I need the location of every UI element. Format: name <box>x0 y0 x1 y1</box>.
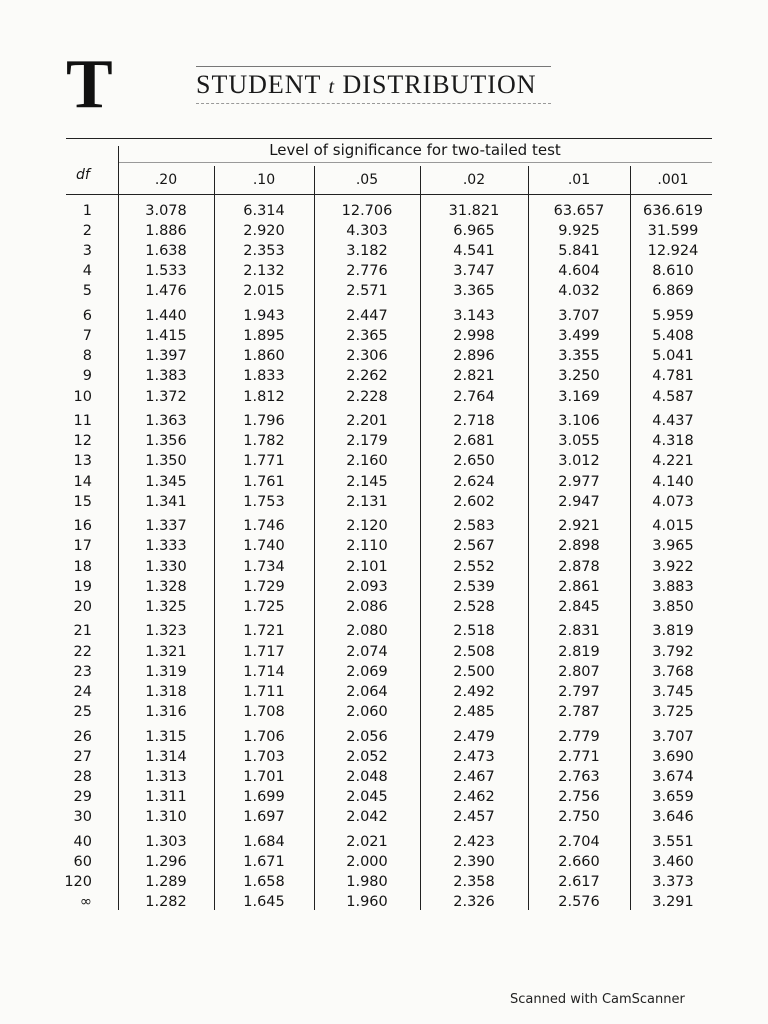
critical-value: 1.943 <box>243 308 285 325</box>
column-header: .10 <box>252 172 276 188</box>
critical-value: 4.604 <box>558 263 600 280</box>
critical-value: 1.341 <box>145 493 187 510</box>
critical-value: 1.706 <box>243 728 285 745</box>
table-heading: Level of significance for two-tailed test <box>269 141 561 159</box>
critical-value: 2.069 <box>346 663 388 680</box>
critical-value: 1.734 <box>243 558 285 575</box>
critical-value: 3.883 <box>652 578 694 595</box>
critical-value: 1.440 <box>145 308 187 325</box>
critical-value: 1.860 <box>243 348 285 365</box>
df-value: 14 <box>73 473 92 490</box>
critical-value: 2.086 <box>346 598 388 615</box>
critical-value: 2.132 <box>243 263 285 280</box>
critical-value: 3.551 <box>652 833 694 850</box>
critical-value: 1.699 <box>243 788 285 805</box>
critical-value: 2.539 <box>453 578 495 595</box>
column-header: .02 <box>462 172 486 188</box>
critical-value: 1.721 <box>243 623 285 640</box>
critical-value: 1.383 <box>145 368 187 385</box>
critical-value: 1.895 <box>243 328 285 345</box>
critical-value: 2.921 <box>558 518 600 535</box>
critical-value: 1.782 <box>243 433 285 450</box>
critical-value: 2.201 <box>346 413 388 430</box>
critical-value: 2.473 <box>453 748 495 765</box>
df-value: 26 <box>73 728 92 745</box>
critical-value: 4.437 <box>652 413 694 430</box>
column-header: .05 <box>355 172 379 188</box>
df-value: 3 <box>82 243 92 260</box>
critical-value: 1.318 <box>145 683 187 700</box>
critical-value: 4.015 <box>652 518 694 535</box>
critical-value: 3.460 <box>652 853 694 870</box>
critical-value: 1.323 <box>145 623 187 640</box>
heading-rule <box>118 162 712 163</box>
critical-value: 2.457 <box>453 808 495 825</box>
critical-value: 2.528 <box>453 598 495 615</box>
critical-value: 2.552 <box>453 558 495 575</box>
critical-value: 1.703 <box>243 748 285 765</box>
critical-value: 2.576 <box>558 893 600 910</box>
critical-value: 1.729 <box>243 578 285 595</box>
critical-value: 2.845 <box>558 598 600 615</box>
critical-value: 2.567 <box>453 538 495 555</box>
critical-value: 4.303 <box>346 223 388 240</box>
critical-value: 1.684 <box>243 833 285 850</box>
critical-value: 1.796 <box>243 413 285 430</box>
critical-value: 1.833 <box>243 368 285 385</box>
critical-value: 3.250 <box>558 368 600 385</box>
critical-value: 2.048 <box>346 768 388 785</box>
title-t-variable: t <box>328 76 336 98</box>
critical-value: 1.980 <box>346 873 388 890</box>
critical-value: 2.064 <box>346 683 388 700</box>
df-value: 12 <box>73 433 92 450</box>
critical-value: 2.508 <box>453 643 495 660</box>
critical-value: 3.965 <box>652 538 694 555</box>
page-title <box>196 66 537 100</box>
critical-value: 2.896 <box>453 348 495 365</box>
critical-value: 2.807 <box>558 663 600 680</box>
critical-value: 3.768 <box>652 663 694 680</box>
df-value: 19 <box>73 578 92 595</box>
critical-value: 1.314 <box>145 748 187 765</box>
critical-value: 2.060 <box>346 703 388 720</box>
critical-value: 31.821 <box>448 203 500 219</box>
critical-value: 1.363 <box>145 413 187 430</box>
df-value: 20 <box>73 598 92 615</box>
df-value: 21 <box>73 623 92 640</box>
critical-value: 3.169 <box>558 388 600 405</box>
header-bottom-rule <box>66 194 712 195</box>
critical-value: 2.000 <box>346 853 388 870</box>
critical-value: 2.779 <box>558 728 600 745</box>
critical-value: 2.306 <box>346 348 388 365</box>
critical-value: 1.325 <box>145 598 187 615</box>
critical-value: 2.821 <box>453 368 495 385</box>
critical-value: 2.228 <box>346 388 388 405</box>
df-value: 22 <box>73 643 92 660</box>
critical-value: 2.776 <box>346 263 388 280</box>
critical-value: 1.638 <box>145 243 187 260</box>
critical-value: 2.080 <box>346 623 388 640</box>
critical-value: 12.924 <box>647 243 699 260</box>
critical-value: 2.358 <box>453 873 495 890</box>
critical-value: 4.140 <box>652 473 694 490</box>
critical-value: 6.314 <box>243 203 285 219</box>
df-value: 6 <box>82 308 92 325</box>
critical-value: 1.372 <box>145 388 187 405</box>
critical-value: 3.707 <box>652 728 694 745</box>
critical-value: 2.042 <box>346 808 388 825</box>
column-divider-3 <box>420 166 421 910</box>
column-header: .01 <box>567 172 591 188</box>
df-value: 10 <box>73 388 92 405</box>
critical-value: 1.289 <box>145 873 187 890</box>
critical-value: 2.771 <box>558 748 600 765</box>
title-part-1: STUDENT <box>196 70 329 99</box>
critical-value: 1.311 <box>145 788 187 805</box>
critical-value: 63.657 <box>553 203 605 219</box>
critical-value: 2.500 <box>453 663 495 680</box>
critical-value: 1.303 <box>145 833 187 850</box>
critical-value: 1.697 <box>243 808 285 825</box>
critical-value: 3.659 <box>652 788 694 805</box>
critical-value: 1.886 <box>145 223 187 240</box>
critical-value: 3.922 <box>652 558 694 575</box>
column-header: .001 <box>657 172 689 188</box>
scanner-watermark: Scanned with CamScanner <box>510 992 685 1007</box>
critical-value: 2.262 <box>346 368 388 385</box>
critical-value: 1.960 <box>346 893 388 910</box>
df-value: 4 <box>82 263 92 280</box>
title-part-2: DISTRIBUTION <box>335 70 537 99</box>
critical-value: 2.624 <box>453 473 495 490</box>
critical-value: 2.110 <box>346 538 388 555</box>
critical-value: 1.671 <box>243 853 285 870</box>
critical-value: 3.674 <box>652 768 694 785</box>
df-value: 13 <box>73 453 92 470</box>
critical-value: 2.583 <box>453 518 495 535</box>
critical-value: 2.120 <box>346 518 388 535</box>
critical-value: 2.353 <box>243 243 285 260</box>
critical-value: 1.328 <box>145 578 187 595</box>
df-value: 5 <box>82 283 92 300</box>
critical-value: 2.831 <box>558 623 600 640</box>
critical-value: 3.792 <box>652 643 694 660</box>
critical-value: 2.485 <box>453 703 495 720</box>
critical-value: 2.681 <box>453 433 495 450</box>
critical-value: 2.131 <box>346 493 388 510</box>
critical-value: 3.055 <box>558 433 600 450</box>
critical-value: 2.467 <box>453 768 495 785</box>
critical-value: 1.321 <box>145 643 187 660</box>
critical-value: 1.345 <box>145 473 187 490</box>
df-value: 16 <box>73 518 92 535</box>
critical-value: 3.365 <box>453 283 495 300</box>
critical-value: 2.145 <box>346 473 388 490</box>
critical-value: 2.819 <box>558 643 600 660</box>
df-value: 28 <box>73 768 92 785</box>
critical-value: 1.415 <box>145 328 187 345</box>
critical-value: 1.717 <box>243 643 285 660</box>
critical-value: 2.056 <box>346 728 388 745</box>
critical-value: 1.476 <box>145 283 187 300</box>
critical-value: 1.333 <box>145 538 187 555</box>
critical-value: 2.326 <box>453 893 495 910</box>
critical-value: 2.763 <box>558 768 600 785</box>
critical-value: 2.390 <box>453 853 495 870</box>
critical-value: 3.373 <box>652 873 694 890</box>
critical-value: 3.745 <box>652 683 694 700</box>
df-value: 15 <box>73 493 92 510</box>
critical-value: 2.861 <box>558 578 600 595</box>
critical-value: 1.714 <box>243 663 285 680</box>
critical-value: 2.750 <box>558 808 600 825</box>
critical-value: 1.645 <box>243 893 285 910</box>
critical-value: 1.296 <box>145 853 187 870</box>
critical-value: 2.447 <box>346 308 388 325</box>
critical-value: 5.408 <box>652 328 694 345</box>
critical-value: 2.617 <box>558 873 600 890</box>
df-value: 18 <box>73 558 92 575</box>
critical-value: 2.015 <box>243 283 285 300</box>
critical-value: 2.787 <box>558 703 600 720</box>
table-top-rule <box>66 138 712 139</box>
critical-value: 1.771 <box>243 453 285 470</box>
critical-value: 5.959 <box>652 308 694 325</box>
critical-value: 2.650 <box>453 453 495 470</box>
critical-value: 2.093 <box>346 578 388 595</box>
critical-value: 4.781 <box>652 368 694 385</box>
critical-value: 8.610 <box>652 263 694 280</box>
df-value: 40 <box>73 833 92 850</box>
critical-value: 2.718 <box>453 413 495 430</box>
critical-value: 5.041 <box>652 348 694 365</box>
critical-value: 1.350 <box>145 453 187 470</box>
critical-value: 1.282 <box>145 893 187 910</box>
critical-value: 3.747 <box>453 263 495 280</box>
critical-value: 3.291 <box>652 893 694 910</box>
column-divider-1 <box>214 166 215 910</box>
critical-value: 1.753 <box>243 493 285 510</box>
critical-value: 1.711 <box>243 683 285 700</box>
df-value: 23 <box>73 663 92 680</box>
critical-value: 1.313 <box>145 768 187 785</box>
critical-value: 9.925 <box>558 223 600 240</box>
critical-value: 6.869 <box>652 283 694 300</box>
section-letter: T <box>66 46 113 123</box>
critical-value: 1.330 <box>145 558 187 575</box>
critical-value: 3.143 <box>453 308 495 325</box>
df-value: 1 <box>82 203 92 219</box>
df-header: df <box>76 167 90 183</box>
critical-value: 3.499 <box>558 328 600 345</box>
critical-value: 1.708 <box>243 703 285 720</box>
df-value: 7 <box>82 328 92 345</box>
critical-value: 1.658 <box>243 873 285 890</box>
critical-value: 2.756 <box>558 788 600 805</box>
critical-value: 2.101 <box>346 558 388 575</box>
critical-value: 2.878 <box>558 558 600 575</box>
critical-value: 1.310 <box>145 808 187 825</box>
critical-value: 1.319 <box>145 663 187 680</box>
critical-value: 1.701 <box>243 768 285 785</box>
df-value: 29 <box>73 788 92 805</box>
column-header: .20 <box>154 172 178 188</box>
critical-value: 2.704 <box>558 833 600 850</box>
critical-value: 2.160 <box>346 453 388 470</box>
critical-value: 4.541 <box>453 243 495 260</box>
critical-value: 1.812 <box>243 388 285 405</box>
critical-value: 2.052 <box>346 748 388 765</box>
critical-value: 2.977 <box>558 473 600 490</box>
critical-value: 2.998 <box>453 328 495 345</box>
critical-value: 3.850 <box>652 598 694 615</box>
critical-value: 2.074 <box>346 643 388 660</box>
df-value: 9 <box>82 368 92 385</box>
critical-value: 1.315 <box>145 728 187 745</box>
df-value: 27 <box>73 748 92 765</box>
critical-value: 2.462 <box>453 788 495 805</box>
critical-value: 2.764 <box>453 388 495 405</box>
critical-value: 1.725 <box>243 598 285 615</box>
df-value: 8 <box>82 348 92 365</box>
critical-value: 1.533 <box>145 263 187 280</box>
critical-value: 3.012 <box>558 453 600 470</box>
critical-value: 3.819 <box>652 623 694 640</box>
df-value: 120 <box>64 873 92 890</box>
title-text <box>196 66 537 100</box>
critical-value: 4.073 <box>652 493 694 510</box>
critical-value: 3.690 <box>652 748 694 765</box>
critical-value: 2.179 <box>346 433 388 450</box>
df-value: 17 <box>73 538 92 555</box>
critical-value: 2.947 <box>558 493 600 510</box>
critical-value: 2.797 <box>558 683 600 700</box>
critical-value: 3.707 <box>558 308 600 325</box>
critical-value: 3.646 <box>652 808 694 825</box>
critical-value: 2.479 <box>453 728 495 745</box>
df-value: ∞ <box>79 893 92 910</box>
critical-value: 3.078 <box>145 203 187 219</box>
critical-value: 1.337 <box>145 518 187 535</box>
critical-value: 2.660 <box>558 853 600 870</box>
df-value: 60 <box>73 853 92 870</box>
column-divider-4 <box>528 166 529 910</box>
column-divider-2 <box>314 166 315 910</box>
critical-value: 4.318 <box>652 433 694 450</box>
critical-value: 2.518 <box>453 623 495 640</box>
critical-value: 3.355 <box>558 348 600 365</box>
critical-value: 1.740 <box>243 538 285 555</box>
critical-value: 3.182 <box>346 243 388 260</box>
critical-value: 4.032 <box>558 283 600 300</box>
critical-value: 2.021 <box>346 833 388 850</box>
critical-value: 12.706 <box>341 203 393 219</box>
critical-value: 2.898 <box>558 538 600 555</box>
critical-value: 2.492 <box>453 683 495 700</box>
critical-value: 1.356 <box>145 433 187 450</box>
df-value: 11 <box>73 413 92 430</box>
critical-value: 1.761 <box>243 473 285 490</box>
critical-value: 2.920 <box>243 223 285 240</box>
critical-value: 2.602 <box>453 493 495 510</box>
critical-value: 1.316 <box>145 703 187 720</box>
critical-value: 5.841 <box>558 243 600 260</box>
critical-value: 1.397 <box>145 348 187 365</box>
critical-value: 6.965 <box>453 223 495 240</box>
critical-value: 636.619 <box>643 203 703 219</box>
df-value: 30 <box>73 808 92 825</box>
critical-value: 3.106 <box>558 413 600 430</box>
critical-value: 31.599 <box>647 223 699 240</box>
critical-value: 2.365 <box>346 328 388 345</box>
critical-value: 4.587 <box>652 388 694 405</box>
critical-value: 2.045 <box>346 788 388 805</box>
df-value: 2 <box>82 223 92 240</box>
df-value: 24 <box>73 683 92 700</box>
critical-value: 3.725 <box>652 703 694 720</box>
critical-value: 4.221 <box>652 453 694 470</box>
critical-value: 2.423 <box>453 833 495 850</box>
critical-value: 1.746 <box>243 518 285 535</box>
critical-value: 2.571 <box>346 283 388 300</box>
df-value: 25 <box>73 703 92 720</box>
